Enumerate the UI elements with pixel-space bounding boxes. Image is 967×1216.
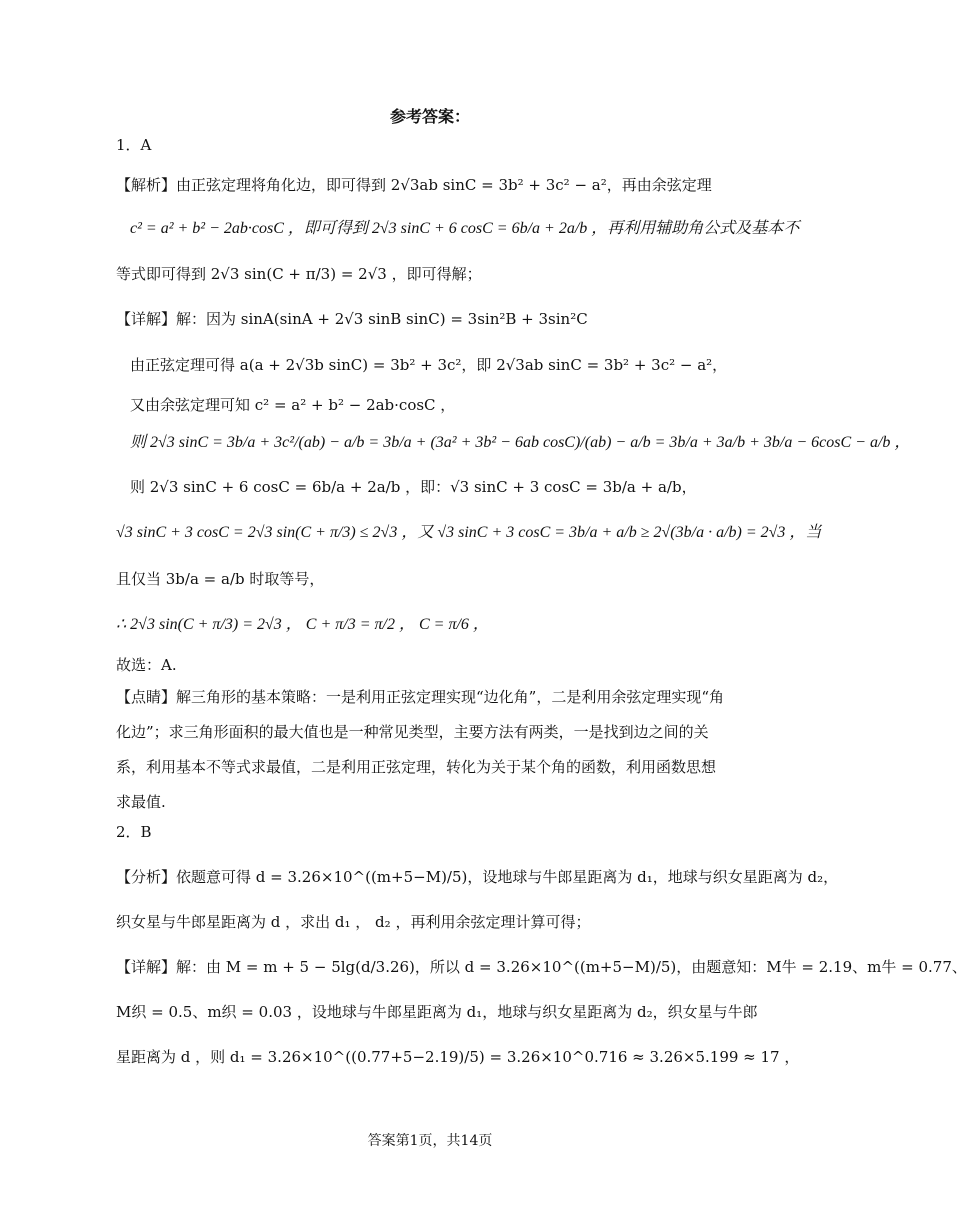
q1-detail-line-3: 又由余弦定理可知 c² = a² + b² − 2ab·cosC ， <box>130 396 456 414</box>
q1-analysis-line-3: 等式即可得到 2√3 sin(C + π/3) = 2√3 ，即可得解； <box>116 265 482 283</box>
q1-comment-line-2: 化边”；求三角形面积的最大值也是一种常见类型，主要方法有两类，一是找到边之间的关 <box>116 723 709 741</box>
q1-detail-line-7: 且仅当 3b/a = a/b 时取等号， <box>116 570 325 588</box>
q2-analysis-line-1: 【分析】依题意可得 d = 3.26×10^((m+5−M)/5)，设地球与牛郎星距离为 d₁，地球与织女星距离为 d₂， <box>116 868 839 886</box>
q1-comment-line-1: 【点睛】解三角形的基本策略：一是利用正弦定理实现“边化角”，二是利用余弦定理实现“角 <box>116 688 725 706</box>
q1-detail-line-2: 由正弦定理可得 a(a + 2√3b sinC) = 3b² + 3c²，即 2√3ab sinC = 3b² + 3c² − a²， <box>130 356 728 374</box>
q1-answer: 1．A <box>116 136 152 154</box>
answer-title: 参考答案： <box>389 107 470 126</box>
q1-comment-line-4: 求最值. <box>116 793 166 811</box>
q2-detail-line-1: 【详解】解：由 M = m + 5 − 5lg(d/3.26)，所以 d = 3.26×10^((m+5−M)/5)，由题意知：M牛 = 2.19、m牛 = 0.77、 <box>116 958 967 976</box>
page-footer: 答案第1页，共14页 <box>367 1133 493 1149</box>
q1-detail-line-5: 则 2√3 sinC + 6 cosC = 6b/a + 2a/b ，即：√3 sinC + 3 cosC = 3b/a + a/b， <box>130 478 697 496</box>
q1-analysis-line-1: 【解析】由正弦定理将角化边，即可得到 2√3ab sinC = 3b² + 3c² − a²，再由余弦定理 <box>116 176 712 194</box>
q1-detail-line-6: √3 sinC + 3 cosC = 2√3 sin(C + π/3) ≤ 2√3 ，又 √3 sinC + 3 cosC = 3b/a + a/b ≥ 2√(3b/a · a/b) = 2√3 ，当 <box>116 524 822 541</box>
q1-detail-line-8: ∴ 2√3 sin(C + π/3) = 2√3 ， C + π/3 = π/2 ， C = π/6 ， <box>116 616 489 633</box>
q1-comment-line-3: 系，利用基本不等式求最值，二是利用正弦定理，转化为关于某个角的函数，利用函数思想 <box>116 758 717 776</box>
q2-answer: 2．B <box>116 823 152 841</box>
q2-analysis-line-2: 织女星与牛郎星距离为 d ，求出 d₁ ， d₂ ，再利用余弦定理计算可得； <box>116 913 591 931</box>
q1-detail-line-1: 【详解】解：因为 sinA(sinA + 2√3 sinB sinC) = 3sin²B + 3sin²C <box>116 310 588 328</box>
q2-detail-line-2: M织 = 0.5、m织 = 0.03 ，设地球与牛郎星距离为 d₁，地球与织女星距离为 d₂，织女星与牛郎 <box>116 1003 758 1021</box>
q1-choice: 故选：A. <box>116 656 177 674</box>
q2-detail-line-3: 星距离为 d ，则 d₁ = 3.26×10^((0.77+5−2.19)/5) = 3.26×10^0.716 ≈ 3.26×5.199 ≈ 17 ， <box>116 1048 800 1066</box>
q1-analysis-line-2: c² = a² + b² − 2ab·cosC ，即可得到 2√3 sinC + 6 cosC = 6b/a + 2a/b ，再利用辅助角公式及基本不 <box>130 220 800 237</box>
q1-detail-line-4: 则 2√3 sinC = 3b/a + 3c²/(ab) − a/b = 3b/a + (3a² + 3b² − 6ab cosC)/(ab) − a/b = 3b/a + 3a/b + 3b/a − 6cosC − a/b ， <box>130 434 911 451</box>
